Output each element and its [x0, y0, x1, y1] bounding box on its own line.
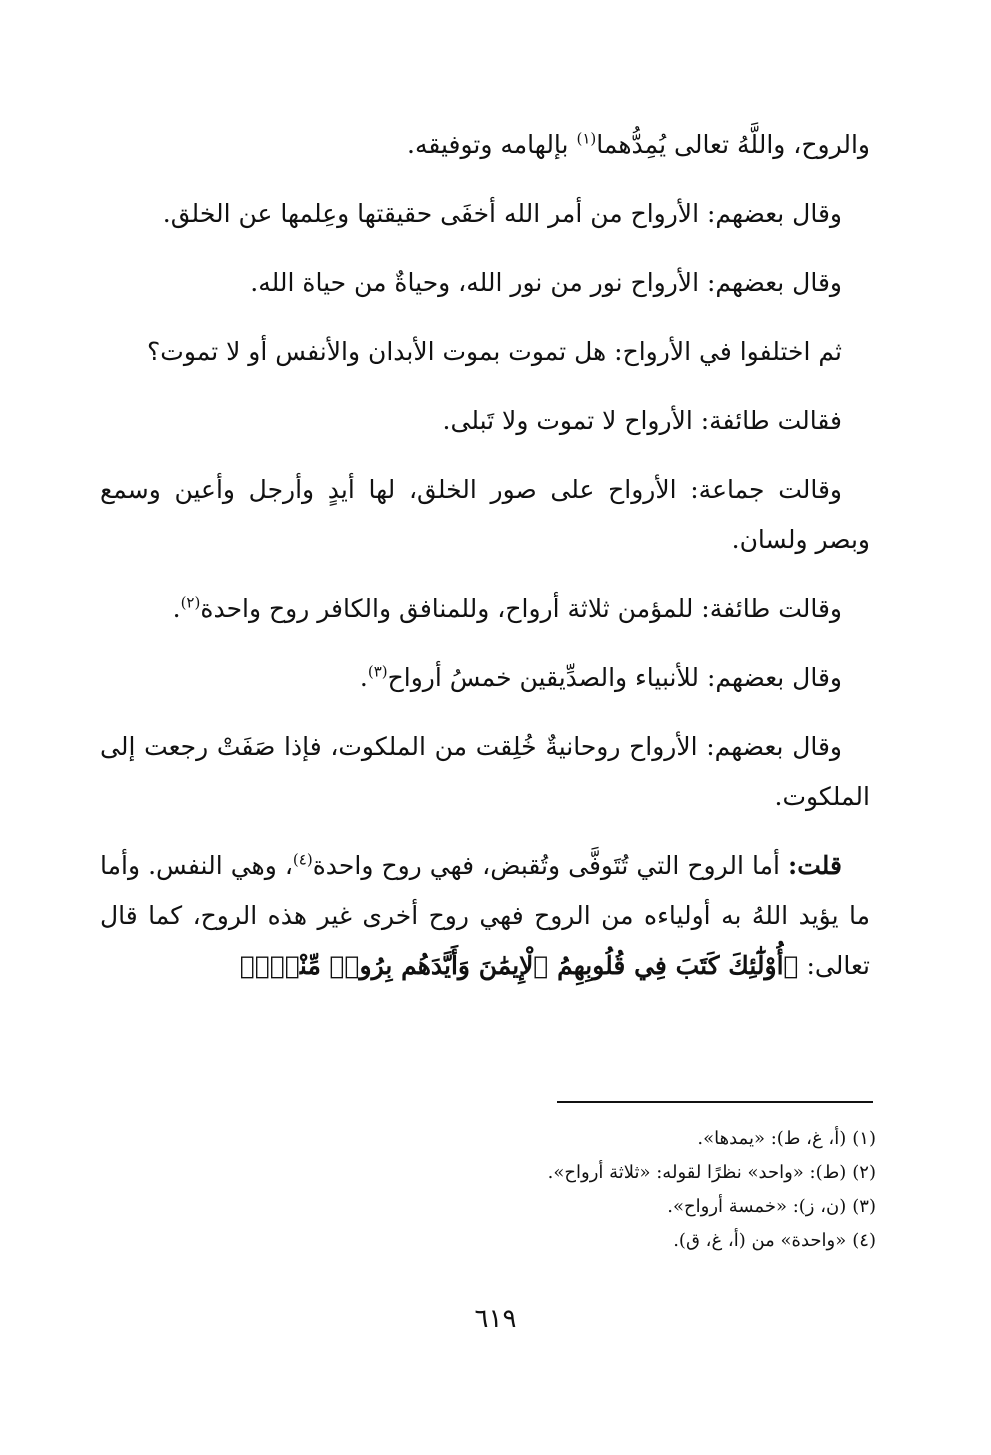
paragraph-1 [100, 120, 870, 170]
main-text [100, 120, 870, 991]
text-segment: فقالت طائفة: الأرواح لا تموت ولا تَبلى. [442, 406, 842, 435]
footnote-ref-3: (٣) [367, 662, 388, 681]
paragraph-3 [100, 258, 870, 308]
text-segment: وقالت جماعة: الأرواح على صور الخلق، لها أيدٍ وأرجل وأعين وسمع وبصر ولسان. [100, 475, 870, 554]
paragraph-7 [100, 584, 870, 634]
footnote-number: (٢) [852, 1162, 876, 1183]
paragraph-8 [100, 653, 870, 703]
footnote-number: (٣) [852, 1196, 876, 1217]
paragraph-9 [100, 722, 870, 822]
text-segment: وقال بعضهم: الأرواح من أمر الله أخفَى حقيقتها وعِلمها عن الخلق. [162, 199, 842, 228]
text-segment: بإلهامه وتوفيقه. [407, 130, 577, 159]
paragraph-6 [100, 465, 870, 565]
paragraph-2 [100, 189, 870, 239]
text-segment: . [359, 663, 368, 692]
text-segment: والروح، واللَّهُ تعالى يُمِدُّهما [596, 130, 870, 159]
footnote-number: (١) [852, 1128, 876, 1149]
footnotes [116, 1122, 876, 1258]
text-segment: وقال بعضهم: الأرواح نور من نور الله، وحياةٌ من حياة الله. [250, 268, 842, 297]
text-segment: ، وهي النفس. وأما ما يؤيد اللهُ به أولياءه من الروح فهي روح أخرى غير هذه الروح، كما قال تعالى: [100, 851, 870, 980]
page-number: ٦١٩ [474, 1304, 517, 1334]
footnote-text: (أ، غ، ط): «يمدها». [697, 1128, 847, 1149]
footnote-ref-1: (١) [576, 129, 597, 148]
footnote-text: «واحدة» من (أ، غ، ق). [673, 1230, 847, 1251]
footnote-divider [557, 1101, 873, 1103]
paragraph-5 [100, 396, 870, 446]
footnote-1 [116, 1122, 876, 1156]
text-segment: وقالت طائفة: للمؤمن ثلاثة أرواح، وللمنافق والكافر روح واحدة [200, 594, 842, 623]
paragraph-10 [100, 841, 870, 991]
footnote-text: (ط): «واحد» نظرًا لقوله: «ثلاثة أرواح». [547, 1162, 847, 1183]
paragraph-4 [100, 327, 870, 377]
footnote-number: (٤) [852, 1230, 876, 1251]
text-segment: وقال بعضهم: للأنبياء والصدِّيقين خمسُ أرواح [387, 663, 842, 692]
text-segment: وقال بعضهم: الأرواح روحانيةٌ خُلِقت من الملكوت، فإذا صَفَتْ رجعت إلى الملكوت. [100, 732, 870, 811]
footnote-4 [116, 1224, 876, 1258]
lead-word: قلت: [787, 851, 842, 880]
footnote-2 [116, 1156, 876, 1190]
footnote-3 [116, 1190, 876, 1224]
footnote-ref-2: (٢) [180, 593, 201, 612]
text-segment: أما الروح التي تُتَوفَّى وتُقبض، فهي روح واحدة [312, 851, 788, 880]
text-segment: . [172, 594, 181, 623]
footnote-ref-4: (٤) [292, 850, 313, 869]
quran-verse: ﴿أُوْلَٰٓئِكَ كَتَبَ فِي قُلُوبِهِمُ ٱلْإِيمَٰنَ وَأَيَّدَهُم بِرُوحٖ مِّنْهُۖ﴾ [239, 951, 799, 980]
text-segment: ثم اختلفوا في الأرواح: هل تموت بموت الأبدان والأنفس أو لا تموت؟ [147, 337, 842, 366]
footnote-text: (ن، ز): «خمسة أرواح». [667, 1196, 847, 1217]
